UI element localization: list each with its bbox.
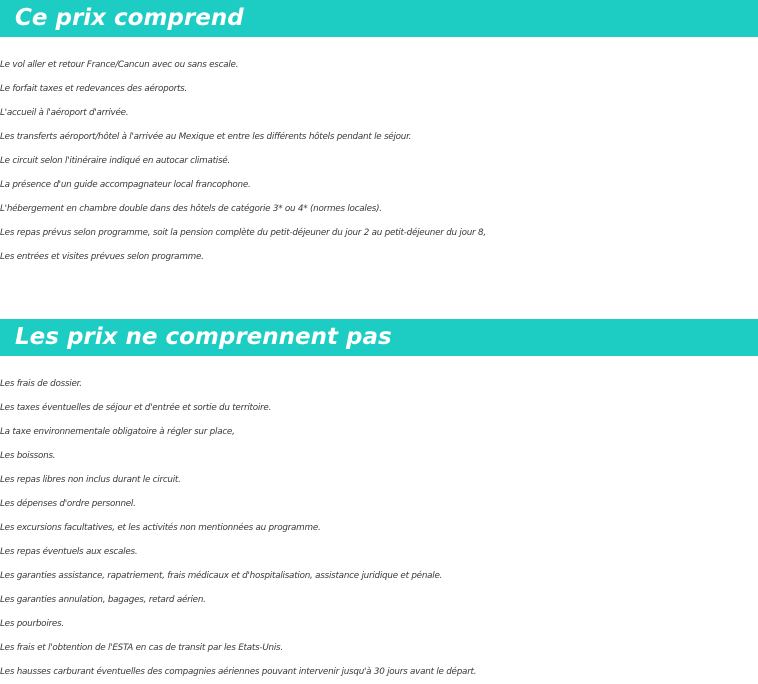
included-section: [0, 0, 758, 269]
included-item: L'accueil à l'aéroport d'arrivée.: [0, 108, 129, 118]
included-item: Les entrées et visites prévues selon programme.: [0, 252, 204, 262]
excluded-item: Les taxes éventuelles de séjour et d'entrée et sortie du territoire.: [0, 403, 272, 413]
excluded-item: Les frais de dossier.: [0, 379, 82, 389]
excluded-heading: Les prix ne comprennent pas: [0, 319, 758, 356]
included-item: Le circuit selon l'itinéraire indiqué en autocar climatisé.: [0, 156, 231, 166]
excluded-item: Les repas éventuels aux escales.: [0, 547, 138, 557]
excluded-item: La taxe environnementale obligatoire à régler sur place,: [0, 427, 235, 437]
included-heading: Ce prix comprend: [0, 0, 758, 37]
excluded-item: Les excursions facultatives, et les activités non mentionnées au programme.: [0, 523, 321, 533]
included-item: Les repas prévus selon programme, soit la pension complète du petit-déjeuner du jour 2 au petit-déjeuner du jour 8,: [0, 228, 486, 238]
excluded-section: [0, 319, 758, 684]
included-list: [0, 53, 758, 269]
excluded-item: Les boissons.: [0, 451, 56, 461]
excluded-list: [0, 372, 758, 684]
excluded-item: Les garanties assistance, rapatriement, frais médicaux et d'hospitalisation, assistance juridique et pénale.: [0, 571, 443, 581]
included-item: L'hébergement en chambre double dans des hôtels de catégorie 3* ou 4* (normes locales).: [0, 204, 382, 214]
excluded-item: Les dépenses d'ordre personnel.: [0, 499, 136, 509]
excluded-item: Les hausses carburant éventuelles des compagnies aériennes pouvant intervenir jusqu'à 30 jours avant le départ.: [0, 667, 477, 677]
included-item: Le forfait taxes et redevances des aéroports.: [0, 84, 188, 94]
included-item: Le vol aller et retour France/Cancun avec ou sans escale.: [0, 60, 239, 70]
excluded-item: Les garanties annulation, bagages, retard aérien.: [0, 595, 206, 605]
excluded-item: Les pourboires.: [0, 619, 64, 629]
excluded-item: Les repas libres non inclus durant le circuit.: [0, 475, 181, 485]
included-item: La présence d'un guide accompagnateur local francophone.: [0, 180, 251, 190]
included-item: Les transferts aéroport/hôtel à l'arrivée au Mexique et entre les différents hôtels pendant le séjour.: [0, 132, 412, 142]
excluded-item: Les frais et l'obtention de l'ESTA en cas de transit par les Etats-Unis.: [0, 643, 283, 653]
